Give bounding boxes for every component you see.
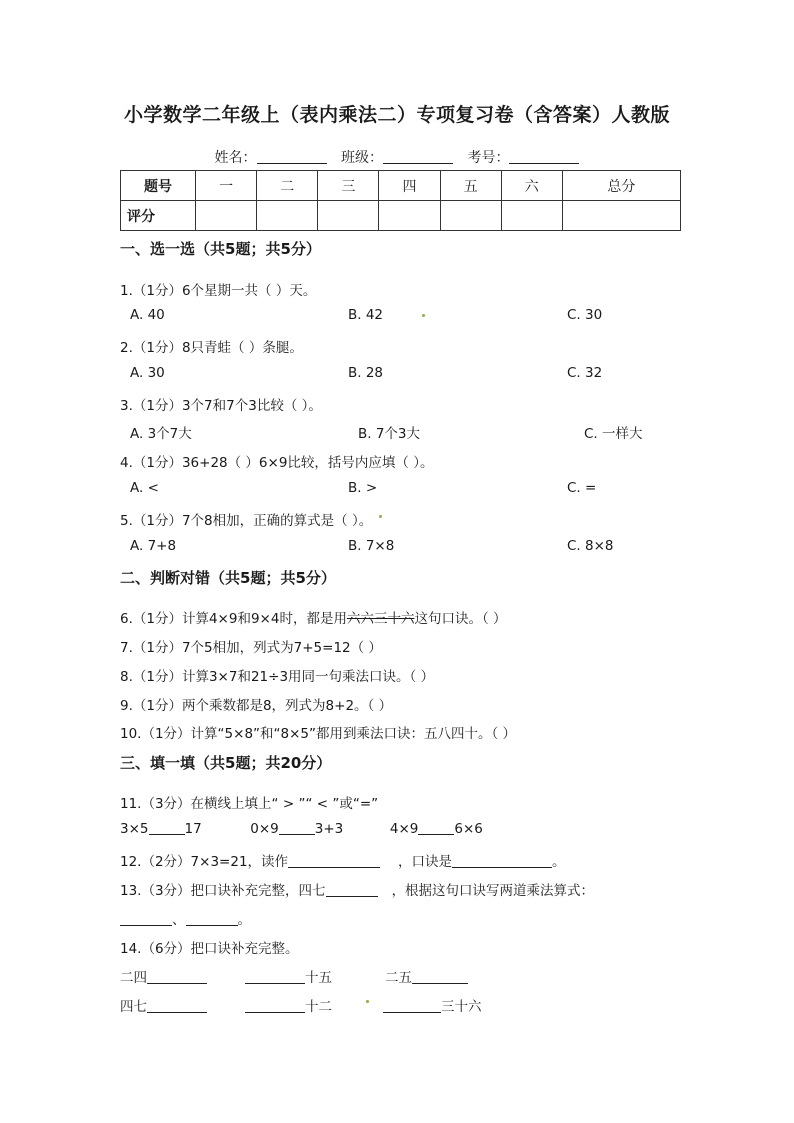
student-info-line (0, 147, 794, 167)
score-cell[interactable] (318, 201, 379, 231)
option-b[interactable]: B. 7×8 (348, 538, 395, 554)
option-a[interactable]: A. 30 (130, 365, 165, 381)
rhyme-item (120, 966, 207, 986)
rhyme-text: 十五 (305, 970, 332, 986)
answer-blank[interactable] (383, 999, 441, 1013)
table-cell: 二 (257, 171, 318, 201)
option-b[interactable]: B. > (348, 480, 378, 496)
table-cell: 四 (379, 171, 440, 201)
q12-text-mid: ，口诀是 (398, 854, 453, 870)
rhyme-item (383, 995, 482, 1015)
name-blank[interactable] (257, 149, 327, 164)
question-stem: 8.（1分）计算3×7和21÷3用同一句乘法口诀。（ ） (120, 669, 435, 685)
question-stem: 11.（3分）在横线上填上“ > ”“ < ”或“=” (120, 796, 379, 812)
answer-blank[interactable] (452, 854, 552, 868)
q12-text-end: 。 (552, 854, 566, 870)
exam-no-label: 考号： (467, 150, 510, 166)
rhyme-item (385, 966, 468, 986)
compare-right: 6×6 (454, 821, 483, 837)
score-cell[interactable] (440, 201, 501, 231)
question-stem (120, 879, 594, 899)
score-cell[interactable] (562, 201, 680, 231)
q13-text: 13.（3分）把口诀补充完整，四七 (120, 883, 326, 899)
score-table (120, 170, 681, 231)
table-cell: 三 (318, 171, 379, 201)
compare-row (120, 821, 483, 837)
option-c[interactable]: C. 一样大 (584, 426, 643, 442)
rhyme-item (245, 966, 332, 986)
rhyme-text: 十二 (305, 999, 332, 1015)
rhyme-item (245, 995, 332, 1015)
table-cell: 一 (196, 171, 257, 201)
exam-no-blank[interactable] (509, 149, 579, 164)
compare-left: 4×9 (389, 821, 419, 837)
option-b[interactable]: B. 7个3大 (358, 426, 421, 442)
table-cell: 评分 (121, 201, 196, 231)
question-stem (120, 850, 566, 870)
answer-blank[interactable] (186, 912, 238, 926)
question-stem: 3.（1分）3个7和7个3比较（ ）。 (120, 398, 322, 414)
name-label: 姓名： (214, 150, 257, 166)
option-c[interactable]: C. 8×8 (567, 538, 614, 554)
question-stem (120, 607, 507, 627)
answer-blank[interactable] (418, 821, 454, 835)
speck-mark (422, 314, 425, 317)
option-c[interactable]: C. 30 (567, 307, 603, 323)
compare-left: 0×9 (250, 821, 279, 837)
option-a[interactable]: A. 3个7大 (130, 426, 192, 442)
question-stem: 9.（1分）两个乘数都是8，列式为8+2。（ ） (120, 698, 393, 714)
q6-struck-text: 六六三十六 (346, 611, 415, 627)
score-cell[interactable] (196, 201, 257, 231)
score-cell[interactable] (501, 201, 562, 231)
rhyme-item (120, 995, 207, 1015)
q13-answer-row (120, 908, 251, 928)
answer-blank[interactable] (245, 999, 305, 1013)
question-stem: 7.（1分）7个5相加，列式为7+5=12（ ） (120, 640, 382, 656)
separator: 、 (172, 912, 186, 928)
answer-blank[interactable] (279, 821, 315, 835)
table-cell: 六 (501, 171, 562, 201)
option-b[interactable]: B. 42 (348, 307, 384, 323)
score-cell[interactable] (379, 201, 440, 231)
option-a[interactable]: A. 7+8 (130, 538, 177, 554)
answer-blank[interactable] (326, 883, 378, 897)
compare-left: 3×5 (120, 821, 149, 837)
question-stem: 10.（1分）计算“5×8”和“8×5”都用到乘法口诀：五八四十。（ ） (120, 726, 517, 742)
question-stem: 2.（1分）8只青蛙（ ）条腿。 (120, 340, 303, 356)
answer-blank[interactable] (147, 999, 207, 1013)
answer-blank[interactable] (149, 821, 185, 835)
section-heading: 一、选一选（共5题；共5分） (120, 240, 321, 258)
question-stem: 4.（1分）36+28（ ）6×9比较，括号内应填（ ）。 (120, 455, 434, 471)
answer-blank[interactable] (120, 912, 172, 926)
answer-blank[interactable] (245, 970, 305, 984)
compare-right: 17 (184, 821, 202, 837)
question-stem: 5.（1分）7个8相加，正确的算式是（ ）。 (120, 513, 373, 529)
option-c[interactable]: C. 32 (567, 365, 603, 381)
compare-right: 3+3 (314, 821, 344, 837)
class-blank[interactable] (383, 149, 453, 164)
rhyme-text: 四七 (120, 999, 147, 1015)
question-stem: 14.（6分）把口诀补充完整。 (120, 941, 299, 957)
section-heading: 二、判断对错（共5题；共5分） (120, 569, 336, 587)
section-heading: 三、填一填（共5题；共20分） (120, 754, 332, 772)
rhyme-text: 二四 (120, 970, 147, 986)
speck-mark (379, 515, 382, 518)
question-stem: 1.（1分）6个星期一共（ ）天。 (120, 283, 317, 299)
q13-end: 。 (237, 912, 251, 928)
table-cell: 五 (440, 171, 501, 201)
table-cell: 题号 (121, 171, 196, 201)
score-table-score-row (121, 201, 681, 231)
option-a[interactable]: A. < (130, 480, 159, 496)
class-label: 班级： (341, 150, 383, 166)
speck-mark (366, 1000, 369, 1003)
q6-text-end: 这句口诀。（ ） (414, 611, 507, 627)
rhyme-text: 三十六 (441, 999, 482, 1015)
option-a[interactable]: A. 40 (130, 307, 165, 323)
score-cell[interactable] (257, 201, 318, 231)
score-table-header-row (121, 171, 681, 201)
q13-text-post: ，根据这句口诀写两道乘法算式： (391, 883, 595, 899)
q12-text: 12.（2分）7×3=21，读作 (120, 854, 289, 870)
answer-blank[interactable] (147, 970, 207, 984)
answer-blank[interactable] (288, 854, 380, 868)
table-cell: 总分 (562, 171, 680, 201)
page-title: 小学数学二年级上（表内乘法二）专项复习卷（含答案）人教版 (123, 104, 670, 126)
q6-text: 6.（1分）计算4×9和9×4时，都是用 (120, 611, 347, 627)
answer-blank[interactable] (412, 970, 468, 984)
option-c[interactable]: C. = (567, 480, 597, 496)
option-b[interactable]: B. 28 (348, 365, 384, 381)
rhyme-text: 二五 (385, 970, 412, 986)
